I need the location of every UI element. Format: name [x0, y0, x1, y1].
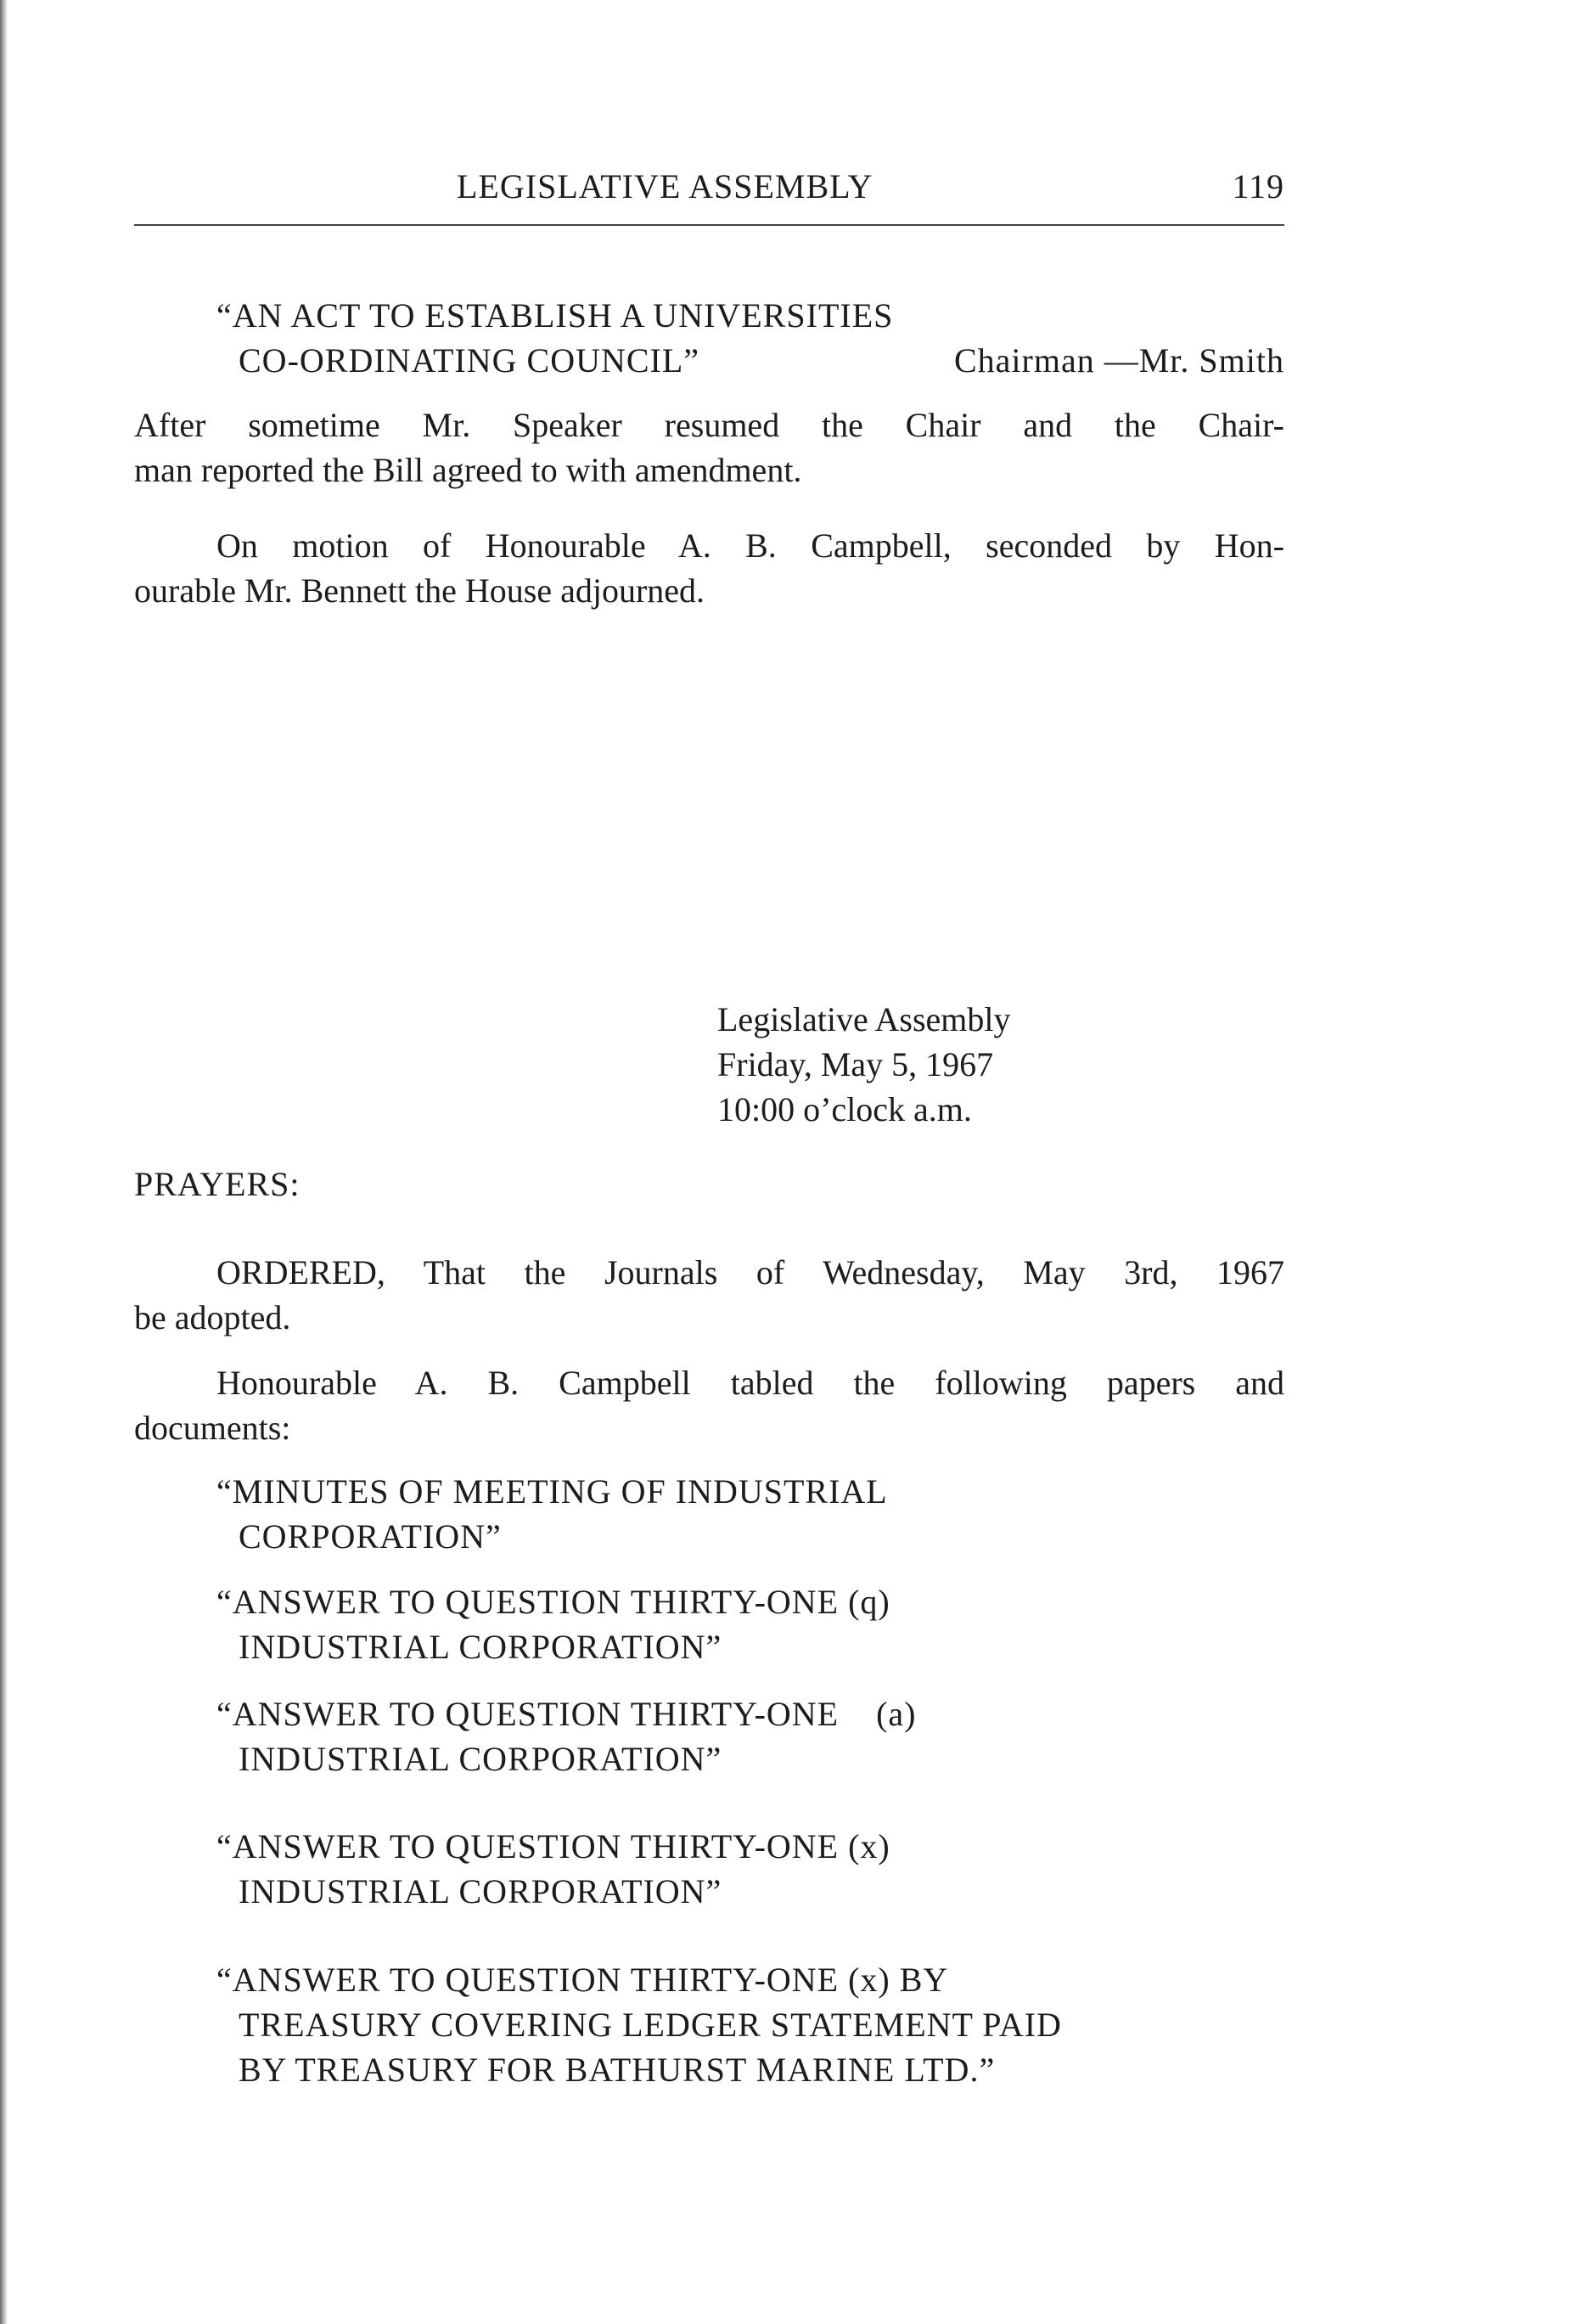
paragraph-line: be adopted. — [134, 1298, 291, 1336]
page-edge-shadow — [0, 0, 8, 2324]
document-line: CORPORATION” — [239, 1517, 502, 1556]
bill-title-line-2: CO-ORDINATING COUNCIL” — [239, 341, 700, 380]
tabled-document — [216, 1691, 1284, 1781]
adjournment-paragraph — [134, 523, 1284, 613]
document-line: “MINUTES OF MEETING OF INDUSTRIAL — [216, 1472, 888, 1511]
tabled-document — [216, 1469, 1284, 1559]
bill-title-line-1: “AN ACT TO ESTABLISH A UNIVERSITIES — [216, 296, 894, 335]
paragraph-line: On motion of Honourable A. B. Campbell, seconded by Hon- — [216, 526, 1284, 565]
bill-chairman: Chairman —Mr. Smith — [954, 341, 1284, 380]
paragraph-line: documents: — [134, 1409, 291, 1447]
committee-report-paragraph — [134, 402, 1284, 492]
paragraph-line: ourable Mr. Bennett the House adjourned. — [134, 571, 705, 610]
document-line: “ANSWER TO QUESTION THIRTY-ONE (x) BY — [216, 1961, 949, 1999]
bill-title-line-2-row — [216, 338, 1284, 383]
document-line: “ANSWER TO QUESTION THIRTY-ONE (x) — [216, 1827, 890, 1865]
document-line: “ANSWER TO QUESTION THIRTY-ONE (a) — [216, 1695, 917, 1733]
prayers-heading: PRAYERS: — [134, 1165, 301, 1203]
tabled-document — [216, 1824, 1284, 1914]
header-rule — [134, 224, 1284, 226]
document-line: INDUSTRIAL CORPORATION” — [239, 1740, 722, 1778]
document-line: BY TREASURY FOR BATHURST MARINE LTD.” — [239, 2051, 996, 2089]
running-head-title: LEGISLATIVE ASSEMBLY — [457, 167, 873, 205]
sitting-place: Legislative Assembly — [717, 1000, 1011, 1038]
document-line: TREASURY COVERING LEDGER STATEMENT PAID — [239, 2006, 1062, 2044]
tabled-document — [216, 1957, 1284, 2092]
sitting-heading — [717, 997, 1312, 1132]
sitting-time: 10:00 o’clock a.m. — [717, 1090, 972, 1128]
paragraph-line: Honourable A. B. Campbell tabled the following papers and — [216, 1364, 1284, 1402]
paragraph-line: ORDERED, That the Journals of Wednesday, May 3rd, 1967 — [216, 1253, 1284, 1291]
sitting-date: Friday, May 5, 1967 — [717, 1045, 994, 1083]
document-line: “ANSWER TO QUESTION THIRTY-ONE (q) — [216, 1583, 890, 1621]
page-number: 119 — [1232, 167, 1284, 205]
paragraph-line: man reported the Bill agreed to with amendment. — [134, 451, 802, 489]
tabled-document — [216, 1579, 1284, 1669]
running-head — [134, 166, 1284, 217]
ordered-paragraph — [134, 1250, 1284, 1340]
document-line: INDUSTRIAL CORPORATION” — [239, 1872, 722, 1910]
paragraph-line: After sometime Mr. Speaker resumed the Chair and the Chair- — [134, 406, 1284, 444]
bill-title — [216, 293, 1284, 383]
tabled-paragraph — [134, 1360, 1284, 1450]
document-line: INDUSTRIAL CORPORATION” — [239, 1628, 722, 1666]
